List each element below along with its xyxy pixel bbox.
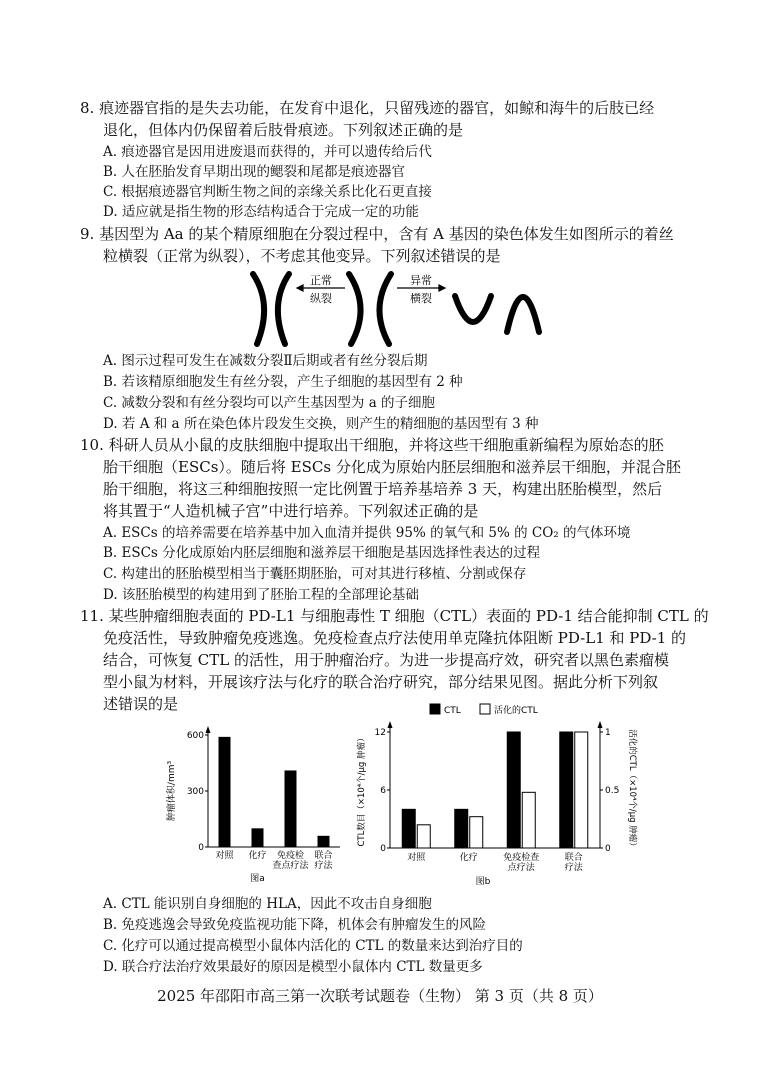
q10-stem-line4: 将其置于“人造机械子宫”中进行培养。下列叙述正确的是 [103, 502, 479, 520]
chart-b-title: 图b [475, 877, 491, 887]
q9-stem-line2: 粒横裂（正常为纵裂），不考虑其他变异。下列叙述错误的是 [103, 247, 501, 265]
label-abnormal: 异常 [410, 274, 432, 287]
chart-b-bar-ctl-1 [402, 809, 415, 848]
label-normal: 正常 [310, 274, 332, 287]
chart-b-x-tick-label: 免疫检查点疗法 [503, 853, 540, 873]
chromatid-left-1 [253, 274, 264, 344]
chart-b-right-arrow-icon [598, 721, 603, 728]
q10-stem-line1: 10. 科研人员从小鼠的皮肤细胞中提取出干细胞，并将这些干细胞重新编程为原始态的胚 [80, 436, 664, 454]
chart-a-bar-1 [219, 737, 231, 847]
chart-b-left-arrow-icon [388, 721, 393, 728]
q8-stem-line1: 8. 痕迹器官指的是失去功能，在发育中退化，只留残迹的器官，如鲸和海牛的后肢已经 [80, 99, 655, 117]
chart-a-x-tick-label: 免疫检查点疗法 [272, 851, 309, 871]
chart-a-bar-3 [285, 770, 297, 847]
chart-b-bar-ctl-4 [560, 732, 573, 848]
chart-b-right-tick-label: 0 [605, 844, 611, 854]
chart-b-legend-label-ctl: CTL [444, 706, 461, 716]
q9-option-c: C. 减数分裂和有丝分裂均可以产生基因型为 a 的子细胞 [103, 395, 436, 411]
chart-a-y-label: 肿瘤体积/mm³ [167, 760, 177, 822]
chart-a-y-tick-label: 0 [198, 843, 204, 853]
chart-b-right-axis-label: 活化的CTL（×10⁴个/μg 肿瘤） [627, 729, 637, 851]
chart-b-left-tick-label: 12 [374, 728, 386, 738]
chart-b-left-tick-label: 0 [380, 844, 386, 854]
q11-stem-line1: 11. 某些肿瘤细胞表面的 PD-L1 与细胞毒性 T 细胞（CTL）表面的 PD-1 结合能抑制 CTL 的 [80, 607, 709, 625]
chromatid-middle-1 [349, 274, 361, 344]
q11-option-d: D. 联合疗法治疗效果最好的原因是模型小鼠体内 CTL 数量更多 [103, 959, 483, 975]
q11-stem-line4: 型小鼠为材料，开展该疗法与化疗的联合治疗研究，部分结果见图。据此分析下列叙 [103, 673, 659, 691]
q11-stem-line3: 结合，可恢复 CTL 的活性，用于肿瘤治疗。为进一步提高疗效，研究者以黑色素瘤模 [103, 651, 669, 669]
q11-option-a: A. CTL 能识别自身细胞的 HLA，因此不攻击自身细胞 [103, 896, 432, 912]
chart-a-title: 图a [250, 874, 265, 884]
chart-a-bar-2 [252, 828, 264, 847]
q9-option-a: A. 图示过程可发生在减数分裂Ⅱ后期或者有丝分裂后期 [103, 353, 428, 369]
chart-a-y-tick-label: 600 [186, 731, 204, 741]
chart-b-legend-swatch-ctl [430, 704, 440, 714]
chart-a-tumor-volume [160, 725, 345, 890]
q8-stem-line2: 退化，但体内仍保留着后肢骨痕迹。下列叙述正确的是 [103, 121, 464, 139]
chromatid-left-2 [278, 274, 289, 344]
q8-option-b: B. 人在胚胎发育早期出现的鳃裂和尾都是痕迹器官 [103, 164, 406, 180]
q8-option-c: C. 根据痕迹器官判断生物之间的亲缘关系比化石更直接 [103, 184, 432, 200]
chart-b-bar-ctl-3 [507, 732, 520, 848]
chart-b-right-tick-label: 1 [605, 728, 611, 738]
chart-a-x-tick-label: 对照 [215, 851, 234, 861]
chromatid-middle-2 [379, 274, 391, 344]
chart-b-bar-activated-4 [575, 732, 588, 848]
arm-top-n [507, 297, 539, 332]
chart-b-legend-label-activated: 活化的CTL [494, 706, 538, 716]
q11-stem-line2: 免疫活性，导致肿瘤免疫逃逸。免疫检查点疗法使用单克隆抗体阻断 PD-L1 和 PD-1 的 [103, 629, 687, 647]
chart-a-x-tick-label: 化疗 [248, 851, 267, 861]
chart-b-left-axis-label: CTL数目（×10⁴个/μg 肿瘤） [357, 733, 367, 847]
chart-b-bar-activated-2 [470, 817, 483, 848]
q11-option-c: C. 化疗可以通过提高模型小鼠体内活化的 CTL 的数量来达到治疗目的 [103, 938, 523, 954]
chart-b-left-tick-label: 6 [380, 786, 386, 796]
q10-option-c: C. 构建出的胚胎模型相当于囊胚期胚胎，可对其进行移植、分割或保存 [103, 566, 527, 582]
chart-a-bar-4 [318, 836, 330, 847]
chart-b-ctl-count [348, 700, 640, 890]
q11-option-b: B. 免疫逃逸会导致免疫监视功能下降，机体会有肿瘤发生的风险 [103, 917, 487, 933]
chart-b-legend-swatch-activated [480, 704, 490, 714]
chart-b-x-tick-label: 化疗 [459, 853, 478, 863]
q9-option-d: D. 若 A 和 a 所在染色体片段发生交换，则产生的精细胞的基因型有 3 种 [103, 416, 539, 432]
q10-option-a: A. ESCs 的培养需要在培养基中加入血清并提供 95% 的氧气和 5% 的 CO₂ 的气体环境 [103, 525, 631, 541]
label-transverse: 横裂 [410, 292, 432, 305]
chart-b-right-tick-label: 0.5 [605, 786, 620, 796]
q11-stem-line5: 述错误的是 [103, 695, 179, 713]
chart-a-y-arrow-icon [206, 726, 211, 733]
q10-option-d: D. 该胚胎模型的构建用到了胚胎工程的全部理论基础 [103, 587, 419, 603]
q8-option-d: D. 适应就是指生物的形态结构适合于完成一定的功能 [103, 204, 419, 220]
chart-b-bar-activated-3 [522, 792, 535, 848]
q10-stem-line2: 胎干细胞（ESCs）。随后将 ESCs 分化成为原始内胚层细胞和滋养层干细胞，并混合胚 [103, 458, 681, 476]
chart-a-y-tick-label: 300 [186, 787, 204, 797]
q9-stem-line1: 9. 基因型为 Aa 的某个精原细胞在分裂过程中，含有 A 基因的染色体发生如图所示的着丝 [80, 225, 674, 243]
arm-bottom-u [455, 296, 491, 322]
page-footer: 2025 年邵阳市高三第一次联考试题卷（生物） 第 3 页（共 8 页） [157, 987, 603, 1005]
q10-stem-line3: 胎干细胞，将这三种细胞按照一定比例置于培养基培养 3 天，构建出胚胎模型，然后 [103, 480, 663, 498]
chart-a-x-tick-label: 联合疗法 [314, 851, 333, 871]
q10-option-b: B. ESCs 分化成原始内胚层细胞和滋养层干细胞是基因选择性表达的过程 [103, 545, 541, 561]
chart-b-bar-ctl-2 [455, 809, 468, 848]
arrow-left-head-icon [297, 285, 303, 291]
label-longitudinal: 纵裂 [310, 292, 332, 305]
chromosome-diagram [245, 268, 545, 350]
chart-b-x-tick-label: 联合疗法 [564, 853, 583, 873]
chart-b-x-tick-label: 对照 [407, 853, 426, 863]
chart-b-bar-activated-1 [417, 825, 430, 848]
q9-option-b: B. 若该精原细胞发生有丝分裂，产生子细胞的基因型有 2 种 [103, 374, 463, 390]
q8-option-a: A. 痕迹器官是因用进废退而获得的，并可以遗传给后代 [103, 144, 432, 160]
arrow-right-head-icon [439, 285, 445, 291]
